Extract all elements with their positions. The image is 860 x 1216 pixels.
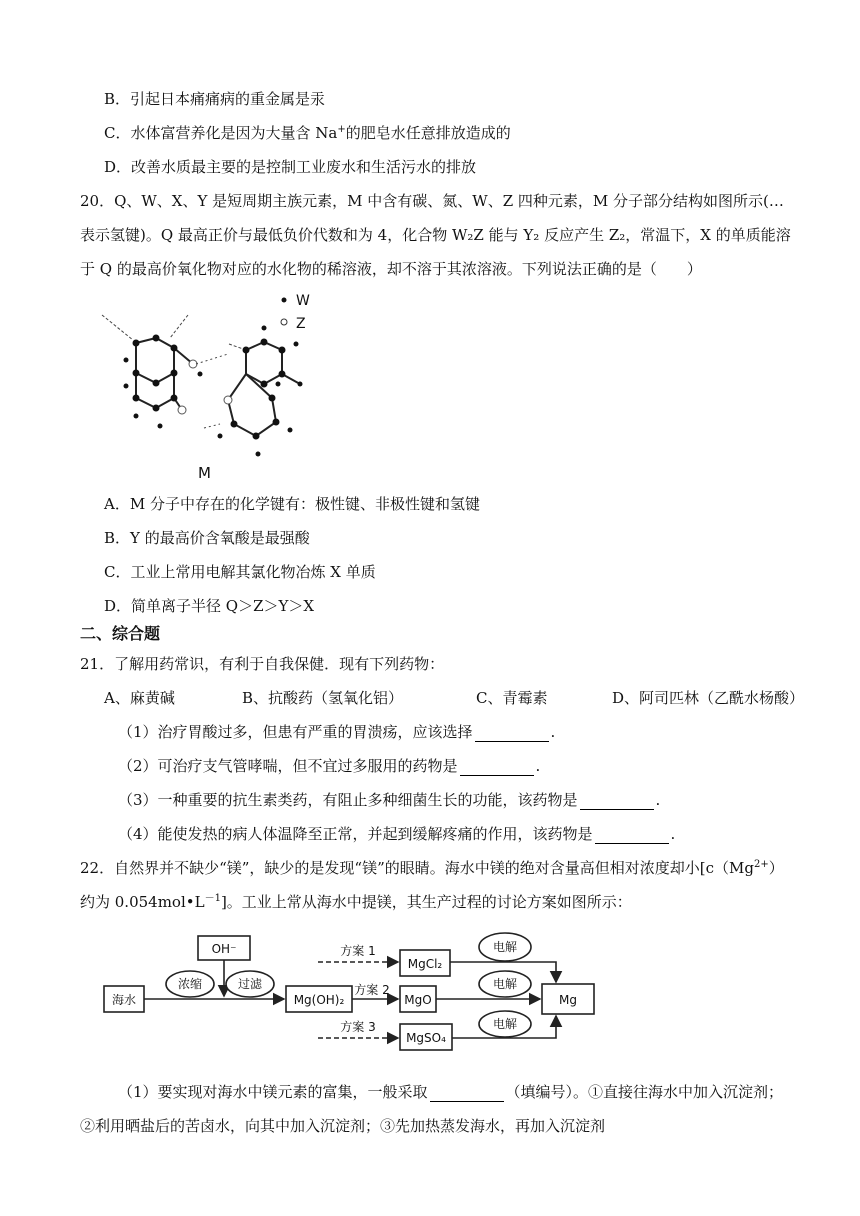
q20-stem-line2: 表示氢键)。Q 最高正价与最低负价代数和为 4，化合物 W₂Z 能与 Y₂ 反应产生 Z₂，常温下，X 的单质能溶 <box>80 226 791 244</box>
q19-option-b: B．引起日本痛痛病的重金属是汞 <box>104 90 326 108</box>
q22-part1-line2: ②利用晒盐后的苦卤水，向其中加入沉淀剂；③先加热蒸发海水，再加入沉淀剂 <box>80 1117 606 1135</box>
q22-stem-line2 <box>80 892 632 912</box>
q19-option-c-text-2: 的肥皂水任意排放造成的 <box>345 124 511 142</box>
q20-option-b: B．Y 的最高价含氧酸是最强酸 <box>104 529 310 547</box>
molecule-m-figure <box>96 288 326 483</box>
flow-mgoh2: Mg(OH)₂ <box>293 993 345 1007</box>
legend-z-dot <box>281 319 287 325</box>
q22-stem-line2-post: ]。工业上常从海水中提镁，其生产过程的讨论方案如图所示： <box>220 893 632 911</box>
answer-blank[interactable] <box>475 726 549 742</box>
q21-part4-text: （4）能使发热的病人体温降至正常，并起到缓解疼痛的作用，该药物是 <box>118 825 593 843</box>
q21-part1-end: . <box>550 723 556 741</box>
q22-stem-line2-text: 约为 0.054mol•L <box>80 893 205 911</box>
q21-options-row <box>104 688 824 708</box>
q21-option-c: C、青霉素 <box>476 689 548 707</box>
flow-mgcl2: MgCl₂ <box>407 957 443 971</box>
q22-part1-text: （1）要实现对海水中镁元素的富集，一般采取 <box>118 1083 428 1101</box>
q21-option-a: A、麻黄碱 <box>104 689 175 707</box>
q21-part4-end: . <box>670 825 676 843</box>
flow-mgo: MgO <box>404 993 432 1007</box>
q21-part2 <box>118 756 540 776</box>
q20-option-c: C．工业上常用电解其氯化物冶炼 X 单质 <box>104 563 376 581</box>
flow-mgso4: MgSO₄ <box>406 1031 446 1045</box>
q21-part1-text: （1）治疗胃酸过多，但患有严重的胃溃疡，应该选择 <box>118 723 473 741</box>
section-title: 二、综合题 <box>80 624 161 643</box>
answer-blank[interactable] <box>430 1086 504 1102</box>
q20-stem-line3: 于 Q 的最高价氧化物对应的水化物的稀溶液，却不溶于其浓溶液。下列说法正确的是（ ） <box>80 260 702 278</box>
flow-mg: Mg <box>559 993 577 1007</box>
answer-blank[interactable] <box>460 760 534 776</box>
flow-electrolysis-2: 电解 <box>492 977 518 991</box>
q21-option-b: B、抗酸药（氢氧化铝） <box>242 689 404 707</box>
q20-option-a: A．M 分子中存在的化学键有：极性键、非极性键和氢键 <box>104 495 480 513</box>
legend-z-label: Z <box>296 316 306 332</box>
q21-stem: 21．了解用药常识，有利于自我保健．现有下列药物： <box>80 655 445 673</box>
q19-option-c-sup: + <box>337 124 346 135</box>
q20-stem-line1: 20．Q、W、X、Y 是短周期主族元素，M 中含有碳、氮、W、Z 四种元素，M 分子部分结构如图所示(… <box>80 192 784 210</box>
q21-part2-end: . <box>535 757 541 775</box>
q22-stem-line1-text: 22．自然界并不缺少“镁”，缺少的是发现“镁”的眼睛。海水中镁的绝对含量高但相对浓度却小[c（Mg <box>80 859 754 877</box>
flow-electrolysis-1: 电解 <box>492 940 518 954</box>
q19-option-c <box>104 123 511 143</box>
q22-part1 <box>118 1082 783 1102</box>
flow-oh: OH⁻ <box>211 942 237 956</box>
q22-stem-line1-end: ） <box>768 859 784 877</box>
flow-concentrate: 浓缩 <box>177 977 203 991</box>
flow-plan1: 方案 1 <box>340 944 376 958</box>
flow-plan2: 方案 2 <box>354 983 390 997</box>
q22-stem-line2-sup: －1 <box>204 893 221 904</box>
q22-part1-post: （填编号）。①直接往海水中加入沉淀剂； <box>505 1083 784 1101</box>
q22-stem-line1 <box>80 858 784 878</box>
legend-w-dot <box>282 298 287 303</box>
q21-part3 <box>118 790 660 810</box>
q22-stem-line1-sup: 2+ <box>753 859 769 870</box>
q19-option-c-text: C．水体富营养化是因为大量含 Na <box>104 124 338 142</box>
q21-part3-text: （3）一种重要的抗生素类药，有阻止多种细菌生长的功能，该药物是 <box>118 791 578 809</box>
q21-part4 <box>118 824 675 844</box>
flow-filter: 过滤 <box>237 977 263 991</box>
flow-seawater: 海水 <box>111 993 137 1007</box>
magnesium-flow-diagram <box>100 930 610 1062</box>
answer-blank[interactable] <box>580 794 654 810</box>
flow-electrolysis-3: 电解 <box>492 1017 518 1031</box>
legend-w-label: W <box>296 293 310 309</box>
q21-part1 <box>118 722 555 742</box>
answer-blank[interactable] <box>595 828 669 844</box>
flow-plan3: 方案 3 <box>340 1020 376 1034</box>
q21-option-d: D、阿司匹林（乙酰水杨酸） <box>612 689 805 707</box>
q21-part2-text: （2）可治疗支气管哮喘，但不宜过多服用的药物是 <box>118 757 458 775</box>
molecule-label: M <box>198 464 211 482</box>
q20-option-d: D．简单离子半径 Q＞Z＞Y＞X <box>104 597 315 615</box>
q21-part3-end: . <box>655 791 661 809</box>
q19-option-d: D．改善水质最主要的是控制工业废水和生活污水的排放 <box>104 158 477 176</box>
